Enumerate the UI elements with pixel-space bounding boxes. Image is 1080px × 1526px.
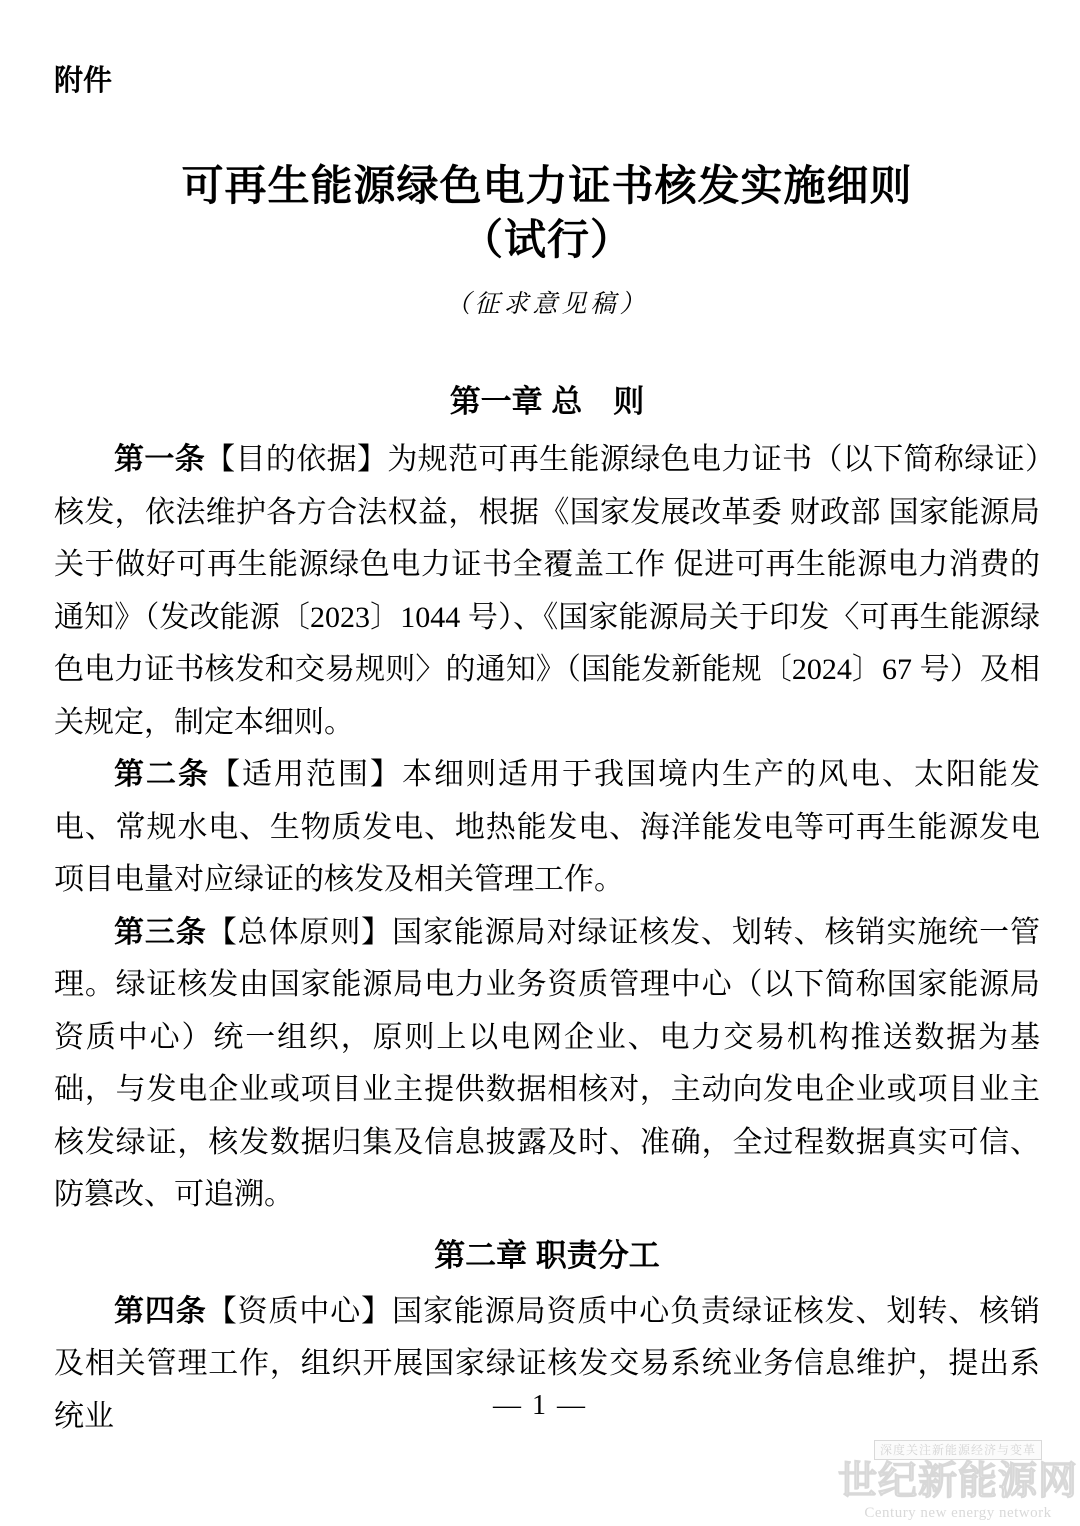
site-watermark [838, 1440, 1078, 1522]
article-2-tag: 【适用范围】 [210, 758, 402, 791]
attachment-label: 附件 [54, 65, 113, 97]
page-number: — 1 — [493, 1390, 587, 1421]
document-title-line2: （试行） [460, 218, 633, 264]
article-1-text: 为规范可再生能源绿色电力证书（以下简称绿证）核发，依法维护各方合法权益，根据《国家发展改革委 财政部 国家能源局关于做好可再生能源绿色电力证书全覆盖工作 促进可再生能源电力消费的通知》（发改能源〔2023〕1044 号）、《国家能源局关于印发〈可再生能源绿色电力证书核发和交易规则〉的通知》（国能发新能规〔2024〕67 号）及相关规定，制定本细则。 [54, 443, 1041, 739]
document-title [54, 160, 1040, 268]
article-2 [54, 749, 1040, 907]
article-1-tag: 【目的依据】 [205, 443, 388, 476]
article-2-number: 第二条 [114, 758, 210, 791]
article-4-text: 国家能源局资质中心负责绿证核发、划转、核销及相关管理工作，组织开展国家绿证核发交易系统业务信息维护，提出系统业 [54, 1294, 1041, 1433]
chapter-2-heading: 第二章 职责分工 [434, 1237, 660, 1273]
article-3-number: 第三条 [114, 915, 207, 949]
article-4-number: 第四条 [114, 1294, 207, 1328]
article-3-tag: 【总体原则】 [206, 915, 393, 949]
article-3-text: 国家能源局对绿证核发、划转、核销实施统一管理。绿证核发由国家能源局电力业务资质管理中心（以下简称国家能源局资质中心）统一组织，原则上以电网企业、电力交易机构推送数据为基础，与发电企业或项目业主提供数据相核对，主动向发电企业或项目业主核发绿证，核发数据归集及信息披露及时、准确，全过程数据真实可信、防篡改、可追溯。 [54, 915, 1041, 1211]
watermark-brand: 世纪新能源网 [838, 1460, 1079, 1503]
article-4-tag: 【资质中心】 [206, 1294, 393, 1328]
article-3 [54, 907, 1040, 1222]
document-title-line1: 可再生能源绿色电力证书核发实施细则 [181, 164, 913, 210]
watermark-slogan: 深度关注新能源经济与变革 [874, 1440, 1042, 1460]
draft-note: （征求意见稿） [445, 291, 649, 318]
watermark-brand-english: Century new energy network [864, 1505, 1052, 1521]
article-2-text: 本细则适用于我国境内生产的风电、太阳能发电、常规水电、生物质发电、地热能发电、海洋能发电等可再生能源发电项目电量对应绿证的核发及相关管理工作。 [54, 758, 1040, 896]
chapter-1-heading: 第一章 总 则 [449, 384, 645, 419]
article-1 [54, 434, 1040, 749]
article-1-number: 第一条 [114, 443, 206, 476]
